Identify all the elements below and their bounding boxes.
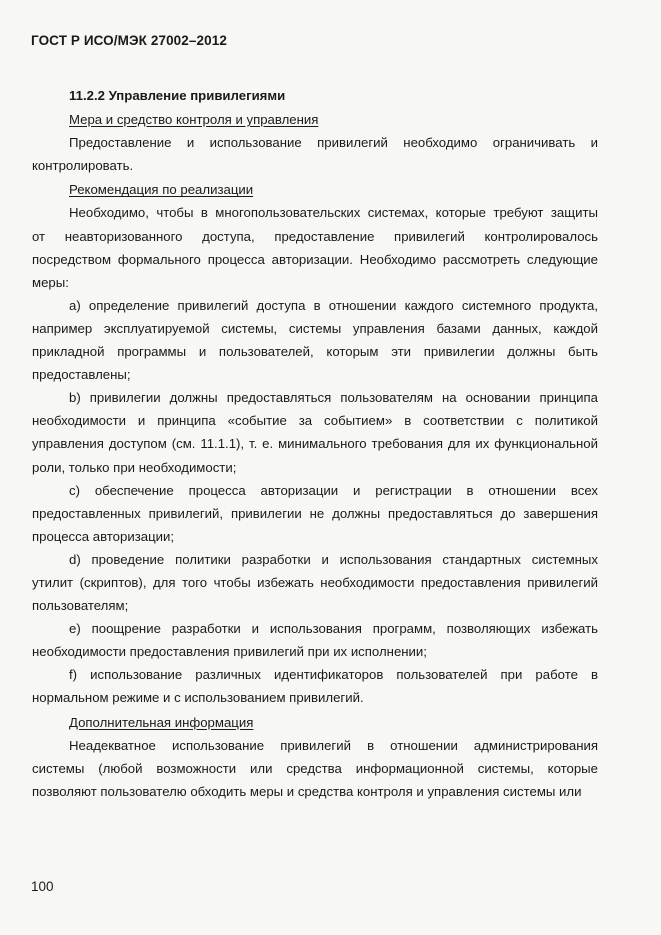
text-line: c) обеспечение процесса авторизации и регистрации в отношении всех (69, 482, 598, 498)
text-line: от неавторизованного доступа, предоставление привилегий контролировалось (32, 228, 598, 244)
list-item (32, 663, 598, 709)
document-header: ГОСТ Р ИСО/МЭК 27002–2012 (31, 33, 227, 48)
section-title: 11.2.2 Управление привилегиями (69, 88, 286, 103)
text-line: Предоставление и использование привилегий необходимо ограничивать и (69, 135, 598, 151)
text-line: посредством формального процесса авторизации. Необходимо рассмотреть следующие (32, 251, 598, 267)
list-item (32, 548, 598, 617)
text-line: а) определение привилегий доступа в отношении каждого системного продукта, (69, 297, 598, 313)
control-heading (32, 108, 598, 131)
text-line: необходимости предоставления привилегий при их исполнении; (32, 644, 427, 660)
text-line: управления доступом (см. 11.1.1), т. е. минимального требования для их функциональной (32, 436, 598, 452)
guidance-list (32, 294, 598, 710)
text-line: необходимости и принципа «событие за событием» в соответствии с политикой (32, 413, 598, 429)
text-line: роли, только при необходимости; (32, 459, 237, 475)
info-paragraph (32, 734, 598, 803)
guidance-heading (32, 178, 598, 201)
text-line: нормальном режиме и с использованием привилегий. (32, 690, 364, 706)
guidance-paragraph (32, 201, 598, 293)
text-line: предоставленных привилегий, привилегии не должны предоставляться до завершения (32, 505, 598, 521)
text-line: прикладной программы и пользователей, которым эти привилегии должны быть (32, 344, 598, 360)
text-line: системы (любой возможности или средства информационной системы, которые (32, 760, 598, 776)
text-line: контролировать. (32, 158, 134, 174)
text-line: процесса авторизации; (32, 528, 175, 544)
text-line: позволяют пользователю обходить меры и средства контроля и управления системы или (32, 783, 582, 799)
list-item (32, 479, 598, 548)
page-content (32, 84, 598, 803)
control-heading-text: Мера и средство контроля и управления (69, 112, 319, 128)
info-heading (32, 711, 598, 734)
text-line: например эксплуатируемой системы, системы управления базами данных, каждой (32, 320, 598, 336)
guidance-heading-text: Рекомендация по реализации (69, 182, 254, 198)
text-line: d) проведение политики разработки и использования стандартных системных (69, 551, 598, 567)
text-line: пользователям; (32, 598, 129, 614)
text-line: меры: (32, 274, 69, 290)
info-heading-text: Дополнительная информация (69, 714, 254, 730)
control-paragraph (32, 131, 598, 177)
text-line: предоставлены; (32, 367, 131, 383)
list-item (32, 386, 598, 478)
list-item (32, 294, 598, 386)
list-item (32, 617, 598, 663)
text-line: Необходимо, чтобы в многопользовательских системах, которые требуют защиты (69, 205, 598, 221)
text-line: f) использование различных идентификаторов пользователей при работе в (69, 667, 598, 683)
text-line: b) привилегии должны предоставляться пользователям на основании принципа (69, 390, 598, 406)
text-line: утилит (скриптов), для того чтобы избежать необходимости предоставления привилегий (32, 574, 598, 590)
page-number: 100 (31, 879, 54, 894)
text-line: Неадекватное использование привилегий в отношении администрирования (69, 737, 598, 753)
text-line: е) поощрение разработки и использования программ, позволяющих избежать (69, 621, 598, 637)
